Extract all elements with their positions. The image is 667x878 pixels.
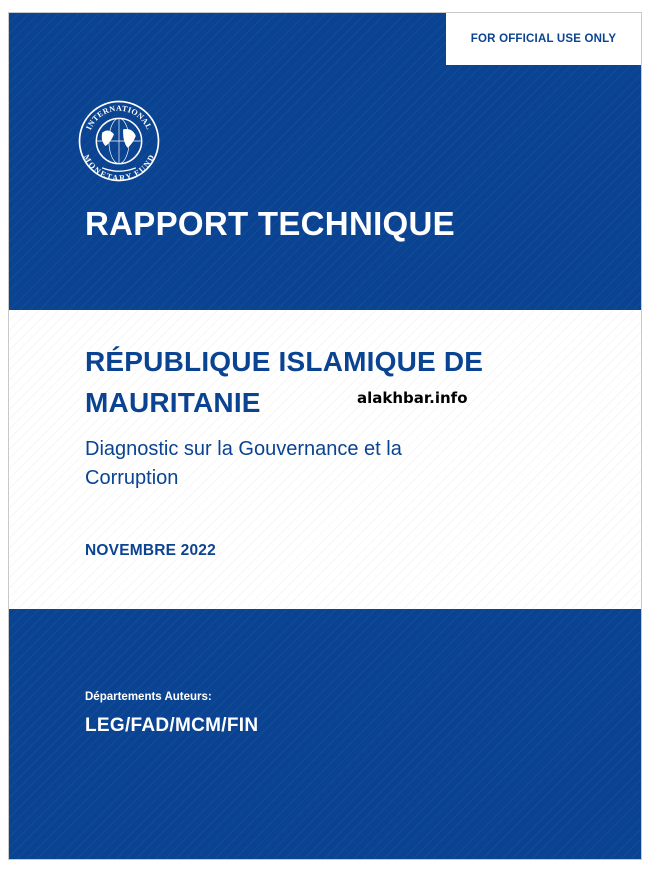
- report-subtitle-line1: Diagnostic sur la Gouvernance et la: [85, 438, 402, 460]
- report-date: NOVEMBRE 2022: [85, 542, 216, 559]
- country-title-line1: RÉPUBLIQUE ISLAMIQUE DE: [85, 346, 484, 377]
- seal-text-bottom: MONETARY FUND: [81, 153, 157, 183]
- country-title-line2: MAURITANIE: [85, 387, 261, 418]
- document-cover: [8, 12, 642, 860]
- report-type-title: RAPPORT TECHNIQUE: [85, 205, 455, 242]
- imf-seal-icon: [77, 99, 161, 183]
- classification-label: FOR OFFICIAL USE ONLY: [446, 13, 641, 65]
- departments-value: LEG/FAD/MCM/FIN: [85, 715, 259, 736]
- departments-label: Départements Auteurs:: [85, 691, 212, 703]
- seal-text-top: INTERNATIONAL: [84, 103, 154, 132]
- report-subtitle-line2: Corruption: [85, 467, 179, 489]
- watermark-text: alakhbar.info: [357, 389, 468, 407]
- country-title: [85, 341, 605, 423]
- report-subtitle: [85, 435, 525, 493]
